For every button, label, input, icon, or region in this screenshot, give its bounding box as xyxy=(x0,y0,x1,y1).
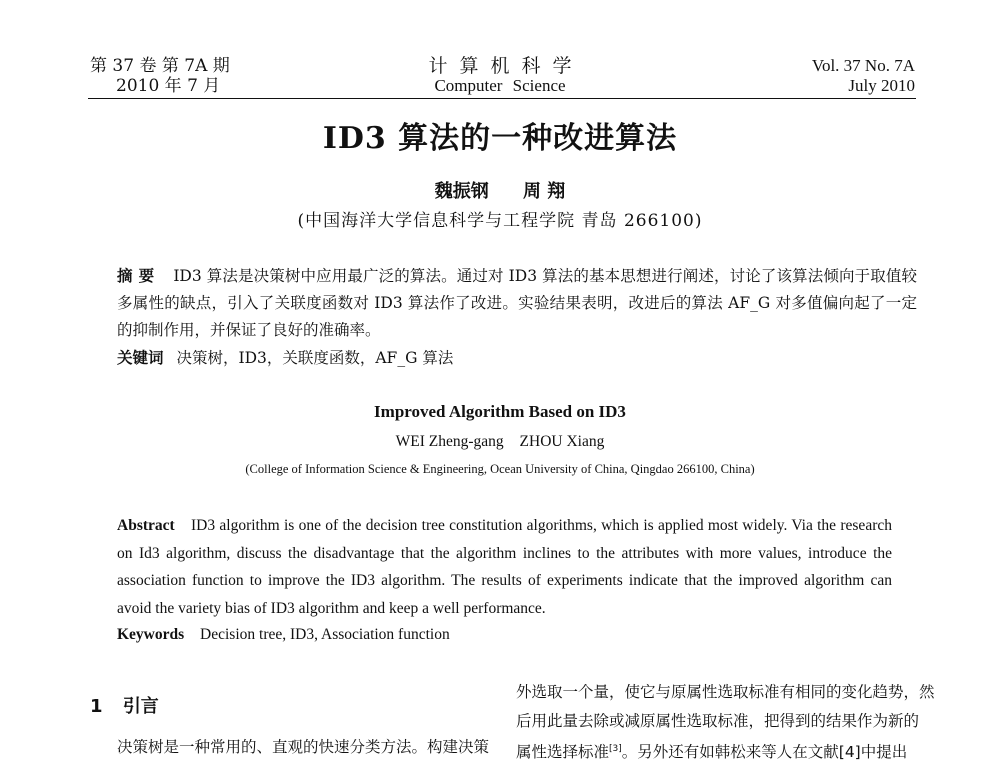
abstract-en-label: Abstract xyxy=(117,517,175,534)
author-cn-2: 周 翔 xyxy=(523,181,566,202)
body-right-line-3-a: 属性选择标准 xyxy=(516,743,610,762)
journal-volume-en xyxy=(695,56,915,96)
citation-ref[interactable]: [3] xyxy=(609,744,622,754)
journal-volume-issue xyxy=(90,56,330,96)
header-rule xyxy=(88,98,916,99)
body-left-column xyxy=(117,735,497,759)
author-en-1: WEI Zheng-gang xyxy=(395,433,504,450)
keywords-en xyxy=(117,622,897,648)
authors-cn xyxy=(0,177,1000,203)
keywords-cn-text: 决策树，ID3，关联度函数，AF_G 算法 xyxy=(176,349,454,367)
issue-date-en: July 2010 xyxy=(848,76,915,95)
affiliation-en: (College of Information Science & Engineering, Ocean University of China, Qingdao 266100, China) xyxy=(245,462,755,476)
author-cn-1: 魏振钢 xyxy=(434,181,489,202)
keywords-en-text: Decision tree, ID3, Association function xyxy=(200,626,450,643)
body-right-column xyxy=(516,678,935,767)
body-right-line-3 xyxy=(516,735,916,767)
abstract-cn xyxy=(117,262,917,344)
body-right-line-2: 后用此量去除或减原属性选取标准，把得到的结果作为新的 xyxy=(516,711,920,730)
keywords-cn-label: 关键词 xyxy=(117,348,164,367)
body-left-line: 决策树是一种常用的、直观的快速分类方法。构建决策 xyxy=(117,738,490,756)
volume-issue-en: Vol. 37 No. 7A xyxy=(811,56,915,75)
authors-en xyxy=(0,433,1000,451)
issue-date-cn: 2010 年 7 月 xyxy=(116,76,221,96)
volume-issue-text: 第 37 卷 第 7A 期 xyxy=(90,56,230,76)
journal-name-en: Computer Science xyxy=(434,76,566,95)
paper-title-en: Improved Algorithm Based on ID3 xyxy=(374,402,626,421)
keywords-cn xyxy=(117,345,917,371)
body-right-line-3-b: 。另外还有如韩松来等人在文献[4]中提出 xyxy=(621,743,908,762)
author-en-2: ZHOU Xiang xyxy=(519,433,605,450)
journal-name xyxy=(400,56,600,96)
abstract-en-text: ID3 algorithm is one of the decision tree constitution algorithms, which is applied most widely. Via the research on Id3 algorithm, discuss the disadvantage that the algorithm inclines to the attributes with more values, introduce the association function to improve the ID3 algorithm. The results of experiments indicate that the improved algorithm can avoid the variety bias of ID3 algorithm and keep a well performance. xyxy=(117,517,892,617)
section-title: 引言 xyxy=(122,696,159,717)
body-right-line-1: 外选取一个量，使它与原属性选取标准有相同的变化趋势，然 xyxy=(516,683,935,701)
keywords-en-label: Keywords xyxy=(117,626,185,643)
section-number: 1 xyxy=(90,696,103,717)
paper-title-cn: ID3 算法的一种改进算法 xyxy=(322,121,678,156)
section-heading xyxy=(90,692,159,718)
journal-name-cn: 计算机科学 xyxy=(428,55,584,77)
abstract-cn-label: 摘要 xyxy=(117,266,161,285)
abstract-en xyxy=(117,512,892,622)
abstract-cn-text: ID3 算法是决策树中应用最广泛的算法。通过对 ID3 算法的基本思想进行阐述，讨论了该算法倾向于取值较多属性的缺点，引入了关联度函数对 ID3 算法作了改进。实验结果表明，改进后的算法 AF_G 对多值偏向起了一定的抑制作用，并保证了良好的准确率。 xyxy=(117,267,917,339)
affiliation-cn: (中国海洋大学信息科学与工程学院 青岛 266100) xyxy=(297,211,703,231)
